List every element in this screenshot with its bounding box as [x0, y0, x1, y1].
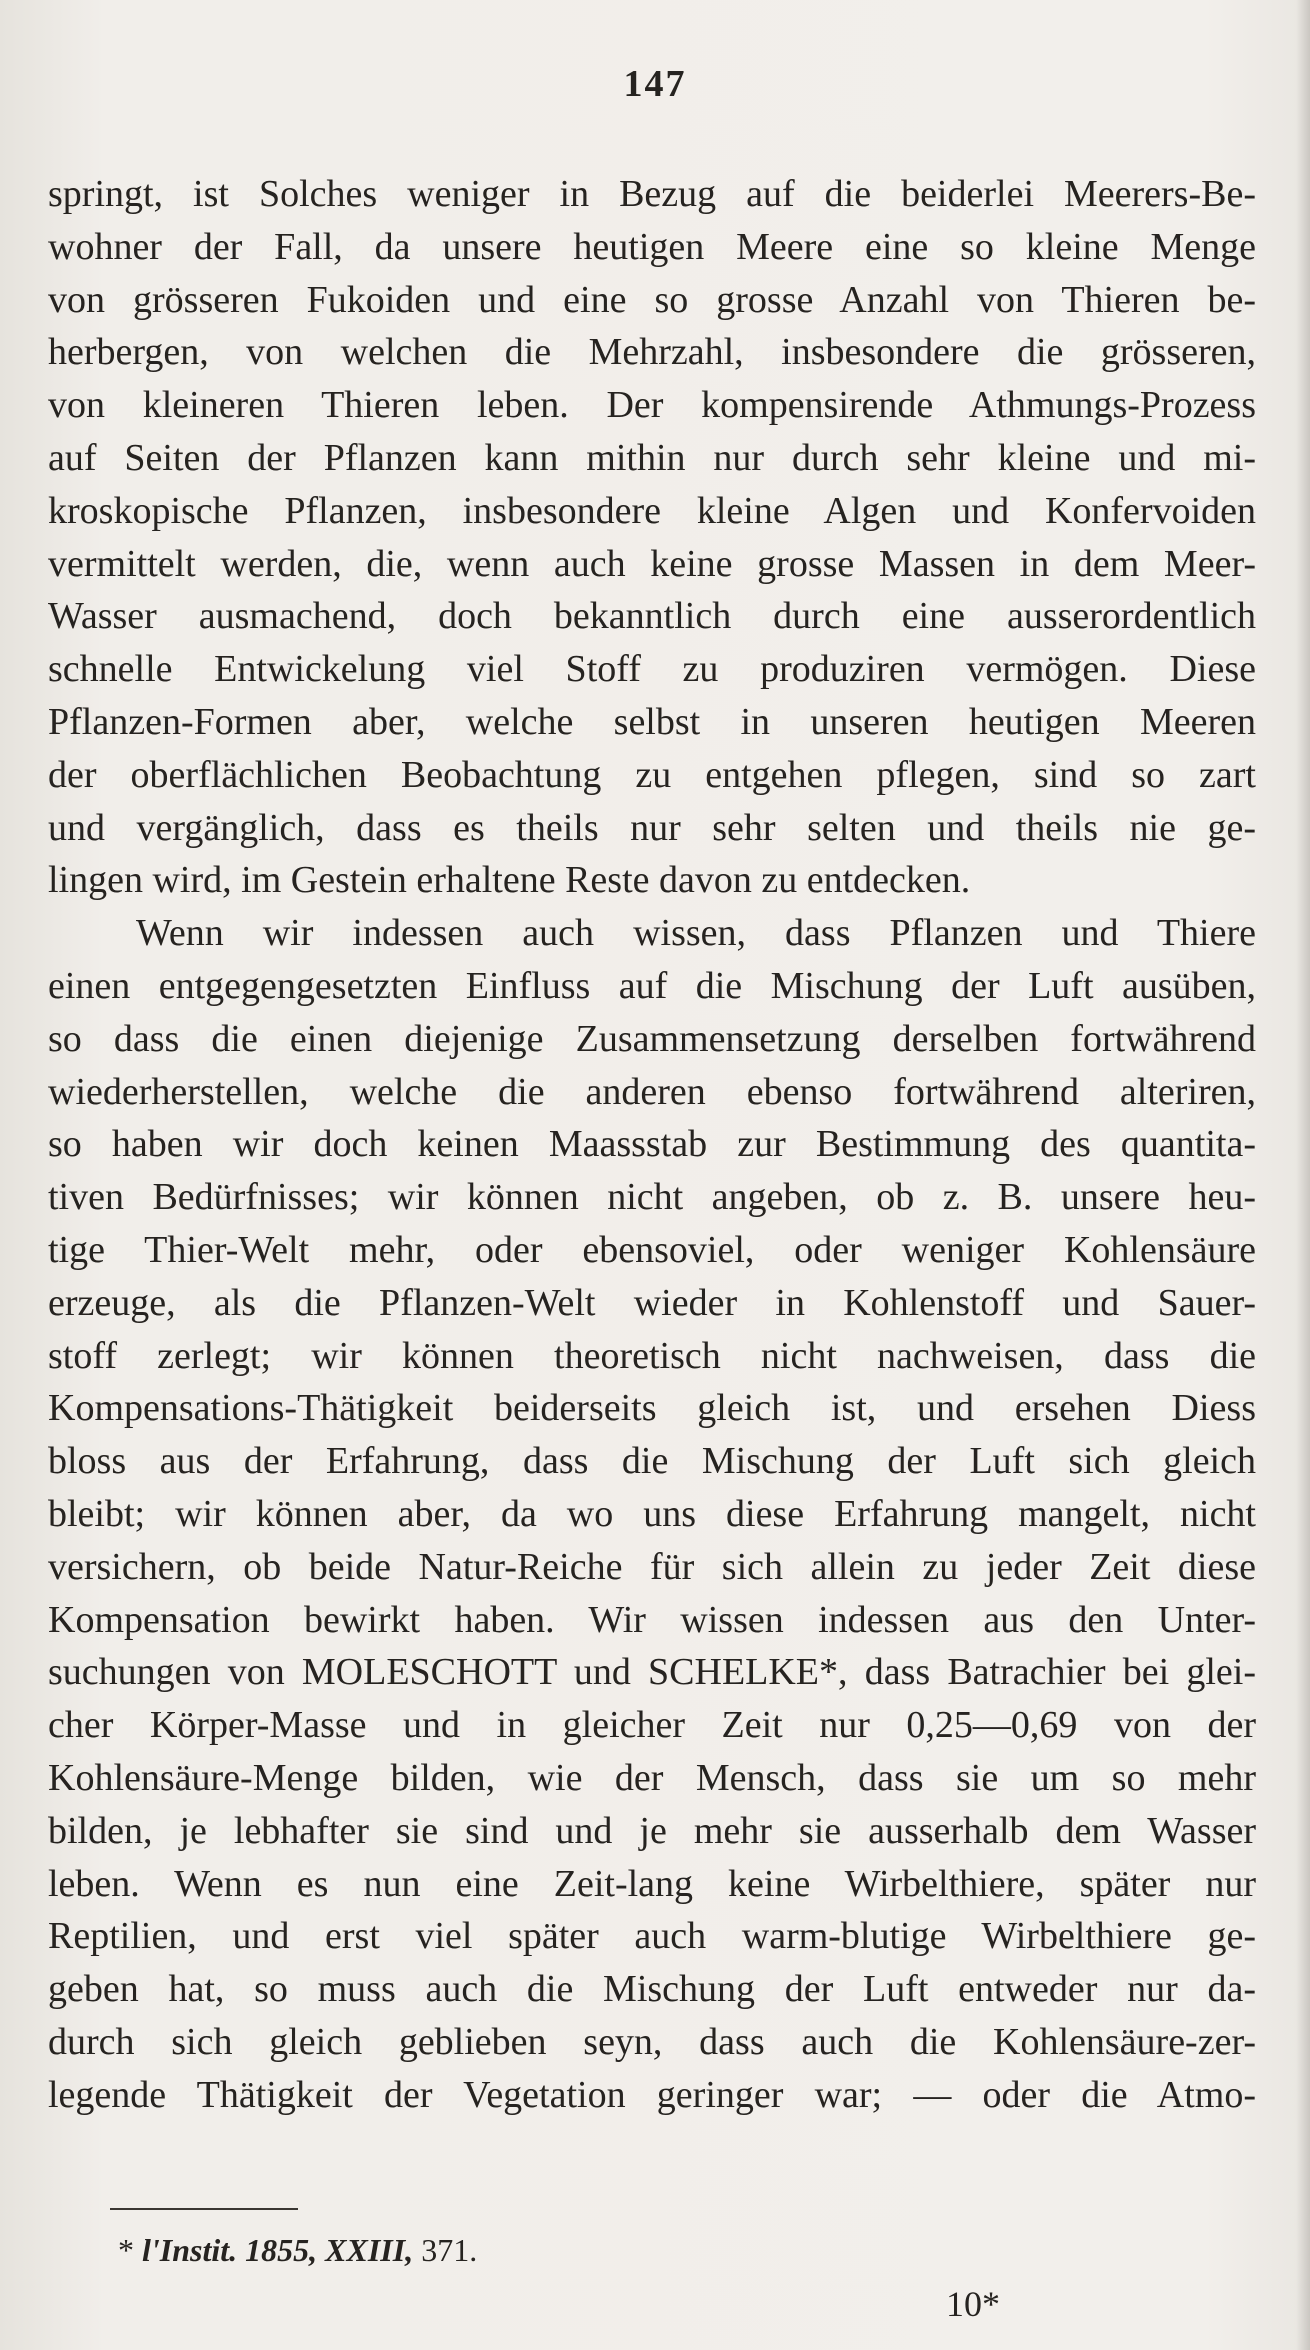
- text-line: schnelle Entwickelung viel Stoff zu produziren vermögen. Diese: [48, 648, 1256, 691]
- page-number: 147: [623, 63, 687, 105]
- text-line: so dass die einen diejenige Zusammensetzung derselben fortwährend: [48, 1017, 1256, 1060]
- signature-mark: 10*: [946, 2284, 1000, 2324]
- text-line: einen entgegengesetzten Einfluss auf die Mischung der Luft ausüben,: [48, 964, 1256, 1007]
- text-line: und vergänglich, dass es theils nur sehr selten und theils nie ge-: [48, 806, 1256, 849]
- text-line: erzeuge, als die Pflanzen-Welt wieder in Kohlenstoff und Sauer-: [48, 1281, 1256, 1324]
- text-line: lingen wird, im Gestein erhaltene Reste davon zu entdecken.: [48, 859, 971, 902]
- text-line: leben. Wenn es nun eine Zeit-lang keine Wirbelthiere, später nur: [48, 1862, 1256, 1905]
- text-line: versichern, ob beide Natur-Reiche für sich allein zu jeder Zeit diese: [48, 1545, 1256, 1588]
- text-line: Reptilien, und erst viel später auch warm-blutige Wirbelthiere ge-: [48, 1915, 1256, 1958]
- footnote-source: l'Instit. 1855, XXIII,: [142, 2232, 414, 2268]
- text-line: bleibt; wir können aber, da wo uns diese Erfahrung mangelt, nicht: [48, 1492, 1256, 1535]
- text-line: wohner der Fall, da unsere heutigen Meere eine so kleine Menge: [48, 225, 1256, 268]
- text-line: Kohlensäure-Menge bilden, wie der Mensch, dass sie um so mehr: [48, 1756, 1256, 1799]
- text-line: durch sich gleich geblieben seyn, dass auch die Kohlensäure-zer-: [48, 2020, 1256, 2063]
- text-line: von grösseren Fukoiden und eine so grosse Anzahl von Thieren be-: [48, 278, 1256, 321]
- text-line: bloss aus der Erfahrung, dass die Mischung der Luft sich gleich: [48, 1440, 1256, 1483]
- text-line: cher Körper-Masse und in gleicher Zeit nur 0,25—0,69 von der: [48, 1704, 1256, 1747]
- text-line: bilden, je lebhafter sie sind und je mehr sie ausserhalb dem Wasser: [48, 1809, 1256, 1852]
- text-line: suchungen von MOLESCHOTT und SCHELKE*, dass Batrachier bei glei-: [48, 1651, 1256, 1694]
- text-line: Pflanzen-Formen aber, welche selbst in unseren heutigen Meeren: [48, 700, 1256, 743]
- text-line: Kompensation bewirkt haben. Wir wissen indessen aus den Unter-: [48, 1598, 1256, 1641]
- text-line: der oberflächlichen Beobachtung zu entgehen pflegen, sind so zart: [48, 753, 1256, 796]
- text-line: geben hat, so muss auch die Mischung der Luft entweder nur da-: [48, 1968, 1256, 2011]
- text-line: kroskopische Pflanzen, insbesondere kleine Algen und Konfervoiden: [48, 489, 1256, 532]
- footnote: [118, 2230, 477, 2270]
- footnote-page: 371.: [421, 2232, 478, 2268]
- text-line: tige Thier-Welt mehr, oder ebensoviel, oder weniger Kohlensäure: [48, 1228, 1256, 1271]
- text-line: legende Thätigkeit der Vegetation geringer war; — oder die Atmo-: [48, 2073, 1256, 2116]
- text-line: von kleineren Thieren leben. Der kompensirende Athmungs-Prozess: [48, 384, 1256, 427]
- text-line: Kompensations-Thätigkeit beiderseits gleich ist, und ersehen Diess: [48, 1387, 1256, 1430]
- text-line: vermittelt werden, die, wenn auch keine grosse Massen in dem Meer-: [48, 542, 1256, 585]
- footnote-marker: *: [118, 2232, 134, 2268]
- text-line: Wasser ausmachend, doch bekanntlich durch eine ausserordentlich: [48, 595, 1256, 638]
- text-line: stoff zerlegt; wir können theoretisch nicht nachweisen, dass die: [48, 1334, 1256, 1377]
- text-line: springt, ist Solches weniger in Bezug auf die beiderlei Meerers-Be-: [48, 173, 1256, 215]
- body-text: [48, 168, 1256, 2121]
- text-line: tiven Bedürfnisses; wir können nicht angeben, ob z. B. unsere heu-: [48, 1176, 1256, 1219]
- text-line: auf Seiten der Pflanzen kann mithin nur durch sehr kleine und mi-: [48, 436, 1256, 479]
- text-line: Wenn wir indessen auch wissen, dass Pflanzen und Thiere: [136, 912, 1256, 955]
- page-edge-shadow: [1296, 0, 1310, 2350]
- text-line: wiederherstellen, welche die anderen ebenso fortwährend alteriren,: [48, 1070, 1256, 1113]
- text-line: so haben wir doch keinen Maassstab zur Bestimmung des quantita-: [48, 1123, 1256, 1166]
- text-line: herbergen, von welchen die Mehrzahl, insbesondere die grösseren,: [48, 331, 1256, 374]
- footnote-rule: [110, 2208, 298, 2210]
